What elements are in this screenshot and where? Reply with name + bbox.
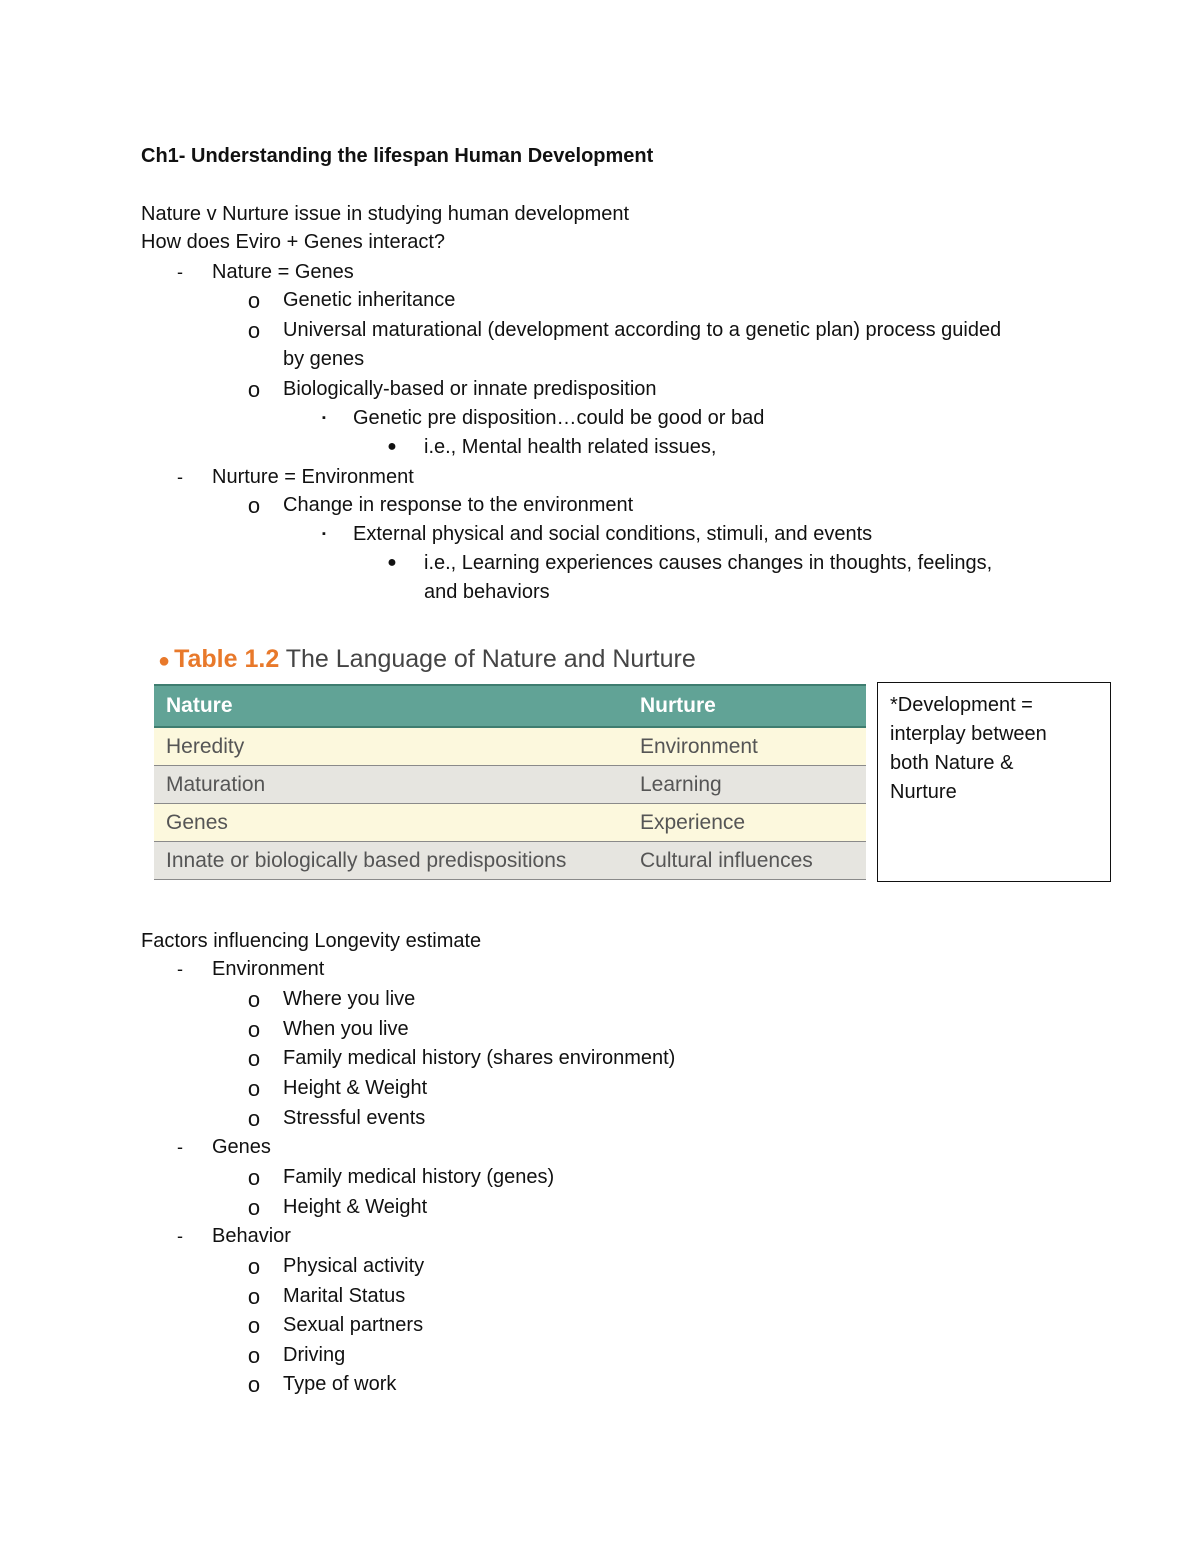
environment-item: Height & Weight [283, 1077, 428, 1099]
dash-bullet: - [177, 1226, 183, 1246]
nature-item-continued: by genes [283, 348, 365, 370]
table-row [154, 766, 866, 804]
nature-item: Genetic inheritance [283, 289, 456, 311]
environment-item: Stressful events [283, 1107, 426, 1129]
circle-bullet: o [247, 1313, 261, 1338]
behavior-item: Physical activity [283, 1255, 425, 1277]
genes-item: Family medical history (genes) [283, 1166, 555, 1188]
header-nurture: Nurture [628, 685, 866, 727]
intro-line-2: How does Eviro + Genes interact? [141, 231, 446, 253]
behavior-item: Type of work [283, 1373, 397, 1395]
development-note-box: *Development = interplay between both Nature & Nurture [877, 682, 1111, 882]
square-bullet: ▪ [322, 528, 326, 540]
circle-bullet: o [247, 493, 261, 518]
circle-bullet: o [247, 1106, 261, 1131]
circle-bullet: o [247, 987, 261, 1012]
table-number: Table 1.2 [174, 645, 280, 673]
square-bullet: ▪ [322, 412, 326, 424]
dash-bullet: - [177, 467, 183, 487]
circle-bullet: o [247, 1343, 261, 1368]
circle-bullet: o [247, 1254, 261, 1279]
dash-bullet: - [177, 959, 183, 979]
nurture-subsubitem-continued: and behaviors [424, 581, 550, 603]
nature-nurture-table [154, 684, 866, 880]
genes-label: Genes [212, 1136, 271, 1158]
table-cell: Cultural influences [628, 842, 866, 880]
table-row [154, 842, 866, 880]
nature-item: Universal maturational (development according to a genetic plan) process guided [283, 319, 1002, 341]
dot-bullet: ● [387, 554, 397, 571]
behavior-item: Marital Status [283, 1285, 406, 1307]
environment-label: Environment [212, 958, 325, 980]
dot-bullet: ● [387, 438, 397, 455]
circle-bullet: o [247, 1284, 261, 1309]
environment-item: Where you live [283, 988, 416, 1010]
environment-item: Family medical history (shares environment) [283, 1047, 676, 1069]
circle-bullet: o [247, 318, 261, 343]
table-cell: Experience [628, 804, 866, 842]
circle-bullet: o [247, 288, 261, 313]
nature-label: Nature = Genes [212, 261, 354, 283]
circle-bullet: o [247, 1046, 261, 1071]
nurture-subsubitem: i.e., Learning experiences causes changes in thoughts, feelings, [424, 552, 993, 574]
caption-bullet-icon: ● [158, 650, 171, 672]
circle-bullet: o [247, 377, 261, 402]
genes-item: Height & Weight [283, 1196, 428, 1218]
table-caption [158, 642, 696, 678]
table-row [154, 804, 866, 842]
table-row [154, 727, 866, 766]
longevity-title: Factors influencing Longevity estimate [141, 930, 482, 952]
circle-bullet: o [247, 1372, 261, 1397]
nurture-subitem: External physical and social conditions, stimuli, and events [353, 523, 873, 545]
circle-bullet: o [247, 1017, 261, 1042]
intro-line-1: Nature v Nurture issue in studying human development [141, 203, 630, 225]
table-cell: Environment [628, 727, 866, 766]
dash-bullet: - [177, 1137, 183, 1157]
nature-item: Biologically-based or innate predisposition [283, 378, 657, 400]
table-cell: Learning [628, 766, 866, 804]
table-cell: Innate or biologically based predispositions [154, 842, 628, 880]
behavior-item: Driving [283, 1344, 346, 1366]
nurture-label: Nurture = Environment [212, 466, 414, 488]
table-cell: Maturation [154, 766, 628, 804]
header-nature: Nature [154, 685, 628, 727]
table-cell: Genes [154, 804, 628, 842]
behavior-label: Behavior [212, 1225, 291, 1247]
table-caption-text: The Language of Nature and Nurture [285, 645, 696, 673]
table-cell: Heredity [154, 727, 628, 766]
nature-subitem: Genetic pre disposition…could be good or bad [353, 407, 765, 429]
circle-bullet: o [247, 1195, 261, 1220]
table-header-row [154, 685, 866, 727]
nature-subsubitem: i.e., Mental health related issues, [424, 436, 717, 458]
circle-bullet: o [247, 1165, 261, 1190]
nurture-item: Change in response to the environment [283, 494, 634, 516]
circle-bullet: o [247, 1076, 261, 1101]
dash-bullet: - [177, 262, 183, 282]
behavior-item: Sexual partners [283, 1314, 424, 1336]
page-title: Ch1- Understanding the lifespan Human Development [141, 145, 654, 167]
environment-item: When you live [283, 1018, 409, 1040]
